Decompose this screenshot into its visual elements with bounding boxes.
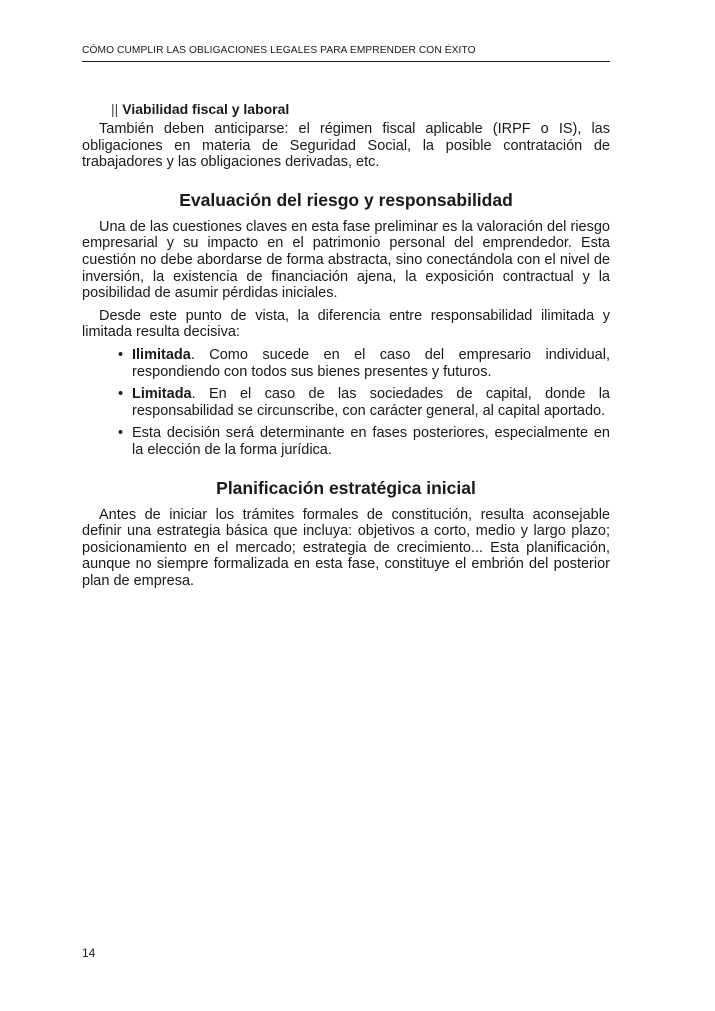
list-item	[118, 386, 610, 419]
bullet-icon: •	[118, 425, 124, 442]
planning-section-title: Planificación estratégica inicial	[216, 477, 476, 498]
risk-paragraph-1: Una de las cuestiones claves en esta fase preliminar es la valoración del riesgo empresarial y su impacto en el patrimonio personal del emprendedor. Esta cuestión no debe abordarse de forma abstracta, sino conectándola con el nivel de inversión, la existencia de financiación ajena, la exposición contractual y la posibilidad de asumir pérdidas iniciales.	[82, 218, 610, 302]
subheading-bars-icon: ||	[111, 101, 119, 117]
page-content	[82, 100, 610, 595]
bullet-icon: •	[118, 386, 124, 403]
viability-subheading	[111, 100, 610, 118]
bullet-text: . Como sucede en el caso del empresario individual, respondiendo con todos sus bienes presentes y futuros.	[132, 346, 610, 380]
responsibility-list	[82, 347, 610, 459]
bullet-icon: •	[118, 346, 124, 363]
bullet-term: Limitada	[132, 386, 192, 403]
bullet-text: . En el caso de las sociedades de capital, donde la responsabilidad se circunscribe, con carácter general, al capital aportado.	[132, 386, 610, 419]
bullet-term: Ilimitada	[132, 346, 191, 363]
risk-section-title: Evaluación del riesgo y responsabilidad	[179, 189, 513, 210]
bullet-text: Esta decisión será determinante en fases posteriores, especialmente en la elección de la forma jurídica.	[132, 425, 610, 458]
header-rule	[82, 61, 610, 62]
page-number: 14	[82, 946, 96, 960]
running-header: CÓMO CUMPLIR LAS OBLIGACIONES LEGALES PARA EMPRENDER CON ÉXITO	[82, 45, 476, 56]
viability-paragraph: También deben anticiparse: el régimen fiscal aplicable (IRPF o IS), las obligaciones en materia de Seguridad Social, la posible contratación de trabajadores y las obligaciones derivadas, etc.	[82, 121, 610, 171]
list-item	[118, 425, 610, 458]
viability-title: Viabilidad fiscal y laboral	[122, 101, 290, 117]
risk-paragraph-2: Desde este punto de vista, la diferencia entre responsabilidad ilimitada y limitada resulta decisiva:	[82, 307, 610, 341]
list-item	[118, 347, 610, 380]
planning-paragraph: Antes de iniciar los trámites formales de constitución, resulta aconsejable definir una estrategia básica que incluya: objetivos a corto, medio y largo plazo; posicionamiento en el mercado; estrategia de crecimiento... Esta planificación, aunque no siempre formalizada en esta fase, constituye el embrión del posterior plan de empresa.	[82, 506, 610, 589]
